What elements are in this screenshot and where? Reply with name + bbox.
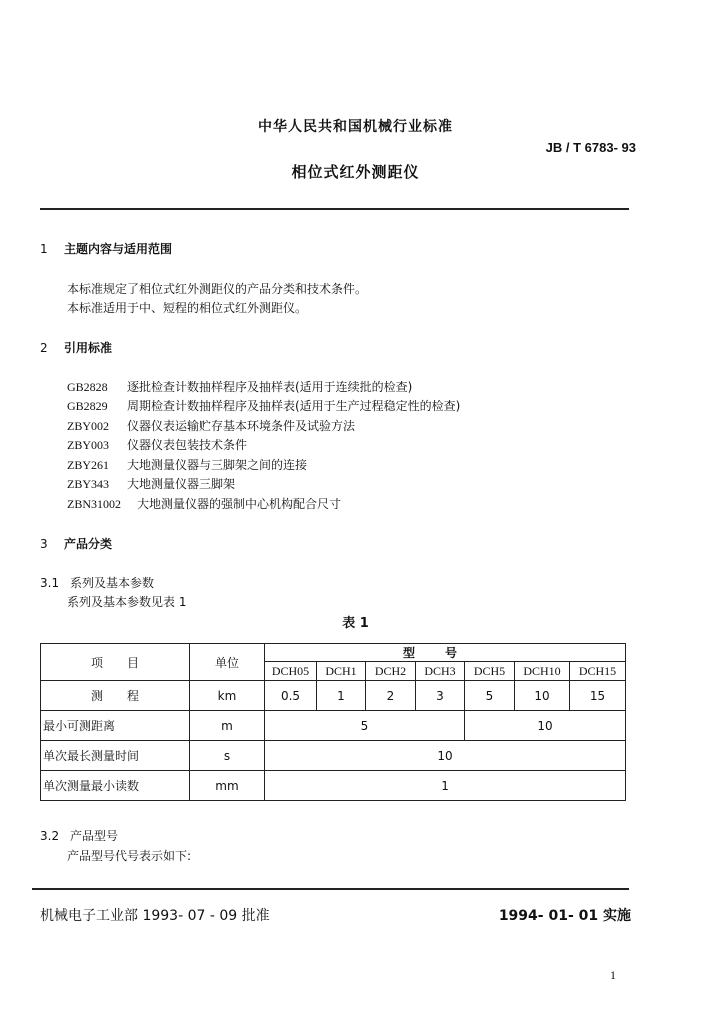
paragraph: 本标准规定了相位式红外测距仪的产品分类和技术条件。 [67, 282, 368, 296]
subsection-number: 3.2 [40, 829, 60, 843]
subsection-3-1-heading [40, 574, 154, 591]
reference-code: ZBY343 [67, 477, 109, 491]
row-label: 测 程 [41, 681, 190, 711]
subsection-title: 系列及基本参数 [70, 576, 155, 590]
row-unit: mm [190, 771, 265, 801]
row-label: 最小可测距离 [41, 711, 190, 741]
section-number: 2 [40, 341, 48, 355]
value-cell: 2 [366, 681, 416, 711]
document-title: 相位式红外测距仪 [291, 163, 420, 181]
value-cell: 10 [265, 741, 626, 771]
model-cell: DCH5 [465, 662, 515, 681]
value-cell: 0.5 [265, 681, 317, 711]
value-cell: 10 [465, 711, 626, 741]
table-header-row [41, 644, 626, 662]
value-cell: 10 [515, 681, 570, 711]
reference-item [67, 417, 355, 434]
paragraph: 系列及基本参数见表 1 [67, 595, 187, 609]
subsection-3-2-heading [40, 827, 118, 844]
series-parameters-table [40, 643, 626, 801]
reference-code: ZBY002 [67, 419, 109, 433]
reference-title: 周期检查计数抽样程序及抽样表(适用于生产过程稳定性的检查) [127, 399, 461, 413]
reference-title: 大地测量仪器三脚架 [127, 477, 236, 491]
subsection-title: 产品型号 [70, 829, 119, 843]
reference-item [67, 397, 460, 414]
reference-code: ZBN31002 [67, 497, 121, 511]
reference-title: 大地测量仪器的强制中心机构配合尺寸 [137, 497, 342, 511]
reference-code: ZBY003 [67, 438, 109, 452]
reference-code: GB2828 [67, 380, 108, 394]
model-cell: DCH3 [416, 662, 465, 681]
value-cell: 3 [416, 681, 465, 711]
reference-item [67, 495, 341, 512]
section-3-heading [40, 535, 112, 552]
row-unit: km [190, 681, 265, 711]
issuing-organization: 中华人民共和国机械行业标准 [258, 119, 453, 135]
subsection-number: 3.1 [40, 576, 60, 590]
standard-code: JB / T 6783- 93 [545, 140, 636, 155]
value-cell: 1 [265, 771, 626, 801]
section-title: 主题内容与适用范围 [64, 242, 173, 256]
table-row [41, 771, 626, 801]
page-number: 1 [610, 968, 616, 982]
reference-title: 大地测量仪器与三脚架之间的连接 [127, 458, 308, 472]
table-row [41, 681, 626, 711]
effective-date: 1994- 01- 01 实施 [498, 908, 631, 924]
reference-code: ZBY261 [67, 458, 109, 472]
section-2-heading [40, 339, 112, 356]
column-header-item: 项 目 [41, 644, 190, 681]
model-cell: DCH05 [265, 662, 317, 681]
row-label: 单次最长测量时间 [41, 741, 190, 771]
table-row [41, 741, 626, 771]
reference-item [67, 436, 247, 453]
row-label: 单次测量最小读数 [41, 771, 190, 801]
reference-item [67, 456, 307, 473]
section-number: 3 [40, 537, 48, 551]
paragraph: 产品型号代号表示如下: [67, 849, 192, 863]
header-rule [40, 208, 629, 210]
section-1-heading [40, 240, 172, 257]
reference-title: 仪器仪表运输贮存基本环境条件及试验方法 [127, 419, 356, 433]
reference-title: 逐批检查计数抽样程序及抽样表(适用于连续批的检查) [127, 380, 413, 394]
column-header-type: 型号 [265, 644, 626, 662]
row-unit: m [190, 711, 265, 741]
row-unit: s [190, 741, 265, 771]
approval-line: 机械电子工业部 1993- 07 - 09 批准 [40, 908, 270, 924]
value-cell: 1 [317, 681, 366, 711]
model-cell: DCH1 [317, 662, 366, 681]
table-caption: 表 1 [342, 616, 369, 631]
reference-code: GB2829 [67, 399, 108, 413]
reference-item [67, 475, 235, 492]
reference-item [67, 378, 412, 395]
section-number: 1 [40, 242, 48, 256]
reference-title: 仪器仪表包装技术条件 [127, 438, 248, 452]
table-row [41, 711, 626, 741]
paragraph: 本标准适用于中、短程的相位式红外测距仪。 [67, 301, 308, 315]
model-cell: DCH10 [515, 662, 570, 681]
section-title: 引用标准 [64, 341, 113, 355]
model-cell: DCH15 [570, 662, 626, 681]
value-cell: 5 [465, 681, 515, 711]
value-cell: 15 [570, 681, 626, 711]
column-header-unit: 单位 [190, 644, 265, 681]
model-cell: DCH2 [366, 662, 416, 681]
section-title: 产品分类 [64, 537, 113, 551]
footer-rule [32, 888, 629, 890]
value-cell: 5 [265, 711, 465, 741]
